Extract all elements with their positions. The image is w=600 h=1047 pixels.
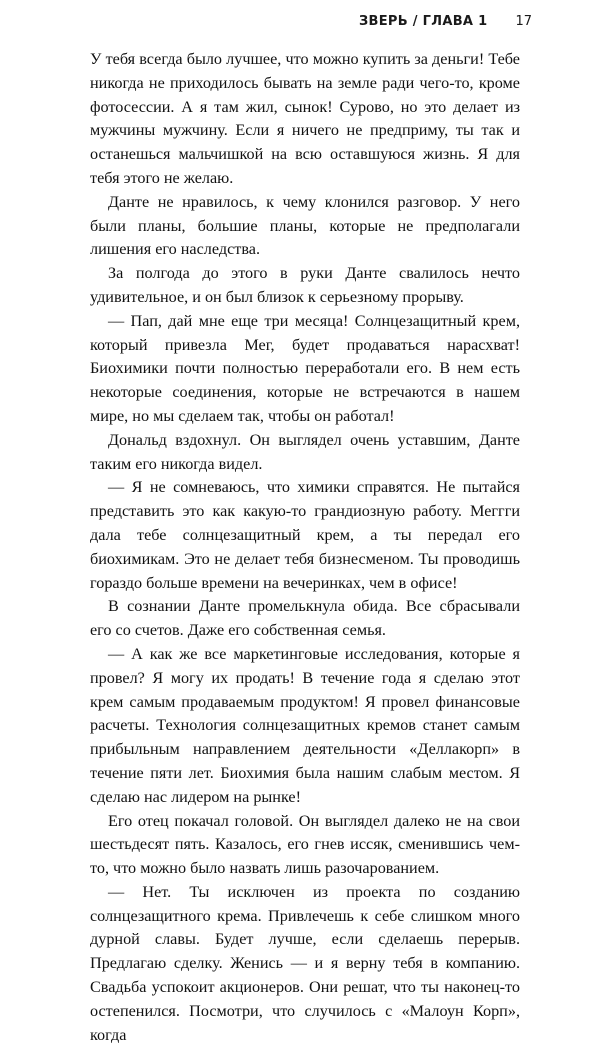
paragraph: В сознании Данте промелькнула обида. Все сбрасывали его со счетов. Даже его собственная семья. (90, 597, 520, 640)
page-number: 17 (515, 14, 532, 29)
paragraph: Его отец покачал головой. Он выглядел далеко не на свои шестьдесят пять. Казалось, его гнев иссяк, сменившись чем-то, что можно было назвать лишь разочарованием. (90, 811, 520, 878)
paragraph: — Я не сомневаюсь, что химики справятся. Не пытайся представить это как какую-то грандиозную работу. Меггги дала тебе солнцезащитный крем, а ты передал его биохимикам. Это не делает тебя бизнесменом. Ты проводишь гораздо больше времени на вечеринках, чем в офисе! (90, 478, 520, 592)
chapter-title: ЗВЕРЬ / ГЛАВА 1 (359, 14, 488, 29)
paragraph: За полгода до этого в руки Данте свалилось нечто удивительное, и он был близок к серьезному прорыву. (90, 264, 520, 306)
paragraph: Дональд вздохнул. Он выглядел очень уставшим, Данте таким его никогда видел. (90, 430, 520, 473)
paragraph: Данте не нравилось, к чему клонился разговор. У него были планы, большие планы, которые не предполагали лишения его наследства. (90, 192, 520, 259)
paragraph: — Нет. Ты исключен из проекта по созданию солнцезащитного крема. Привлечешь к себе слишком много дурной славы. Будет лучше, если сделаешь перерыв. Предлагаю сделку. Женись — и я верну тебя в компанию. Свадьба успокоит акционеров. Они решат, что ты наконец-то остепенился. Посмотри, что случилось с «Малоун Корп», когда (90, 882, 520, 1044)
running-header (90, 14, 532, 29)
paragraph: — А как же все маркетинговые исследования, которые я провел? Я могу их продать! В течение года я сделаю этот крем самым продаваемым продуктом! Я провел финансовые расчеты. Технология солнцезащитных кремов станет самым прибыльным направлением деятельности «Деллакорп» в течение пяти лет. Биохимия была нашим слабым местом. Я сделаю нас лидером на рынке! (90, 644, 520, 806)
paragraph: — Пап, дай мне еще три месяца! Солнцезащитный крем, который привезла Мег, будет продаваться нарасхват! Биохимики почти полностью переработали его. В нем есть некоторые соединения, которые не встречаются в нашем мире, но мы сделаем так, чтобы он работал! (90, 311, 520, 425)
paragraph: У тебя всегда было лучшее, что можно купить за деньги! Тебе никогда не приходилось бывать на земле ради чего-то, кроме фотосессии. А я там жил, сынок! Сурово, но это делает из мужчины мужчину. Если я ничего не предприму, ты так и останешься мальчишкой на всю оставшуюся жизнь. Я для тебя этого не желаю. (90, 50, 520, 187)
body-text (90, 48, 520, 1047)
